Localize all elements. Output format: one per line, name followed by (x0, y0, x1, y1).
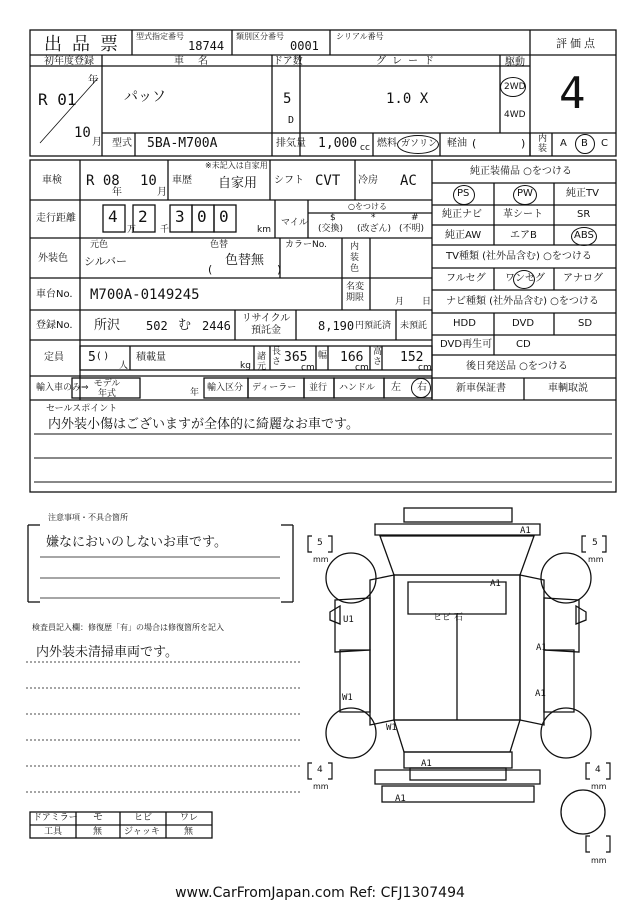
footer-ref: www.CarFromJapan.com Ref: CFJ1307494 (175, 885, 465, 901)
dims-label: 諸元 (257, 352, 267, 372)
title-expiry-day: 日 (422, 297, 432, 307)
fuel-label: 燃料 (377, 138, 397, 149)
drive-2wd: 2WD (504, 82, 526, 92)
recycle-not: 未預託 (400, 321, 428, 331)
tread-rl: 4 (317, 765, 323, 775)
tools-value: 無 (93, 827, 103, 837)
damage-mark: A1 (535, 689, 546, 699)
orig-color-label: 元色 (90, 240, 109, 250)
shift-value: CVT (315, 173, 341, 189)
interior-c: C (601, 138, 608, 149)
damage-mark: ヒビ 石 (433, 613, 463, 623)
displacement-unit: cc (360, 143, 370, 153)
equip-sr: SR (577, 209, 591, 220)
grade-value: 1.0 X (386, 91, 429, 107)
shaken-label: 車検 (42, 175, 62, 186)
length-unit: cm (301, 363, 315, 373)
tread-rl-unit: mm (313, 782, 329, 791)
class-code-label: 類別区分番号 (236, 32, 284, 41)
tv-fullseg: フルセグ (446, 273, 486, 284)
odo-exchange: (交換) (318, 224, 344, 234)
form-title: 出品票 (44, 34, 128, 55)
handle-right-circle (411, 378, 431, 398)
rating-label: 評価点 (556, 37, 598, 50)
height-value: 152 (400, 350, 424, 365)
jack-value: 無 (184, 827, 194, 837)
person-unit: 人 (119, 361, 129, 371)
equip-abs: ABS (574, 230, 594, 241)
interior-b: B (581, 138, 588, 149)
mileage-digit-4: 0 (197, 207, 207, 226)
width-label: 幅 (318, 351, 328, 361)
odo-unknown: (不明) (399, 224, 425, 234)
odo-circle-note: ○をつける (348, 202, 387, 211)
odo-dollar: $ (330, 213, 336, 223)
tread-fl-unit: mm (313, 555, 329, 564)
mileage-sen-unit: 千 (160, 225, 170, 235)
doors-label: ドア数 (273, 56, 303, 67)
tv-analog: アナログ (563, 273, 603, 284)
first-reg-month-unit: 月 (92, 137, 102, 148)
import-dealer: ディーラー (252, 383, 297, 393)
fuel-gasoline: ガソリン (401, 139, 438, 149)
handle-right: 右 (417, 382, 427, 393)
shaken-month-unit: 月 (157, 187, 167, 198)
width-value: 166 (340, 350, 364, 365)
tread-rr-unit: mm (591, 782, 607, 791)
equip-tv: 純正TV (566, 188, 599, 199)
shaken-year-unit: 年 (112, 187, 122, 198)
mirror-value: モ (93, 812, 103, 823)
mileage-man-unit: 万 (127, 225, 137, 235)
jack-label: ジャッキ (124, 827, 160, 837)
after-manual: 車輌取説 (548, 383, 588, 394)
color-label: 外装色 (38, 253, 68, 264)
width-unit: cm (355, 363, 369, 373)
mileage-digit-3: 3 (175, 207, 185, 226)
chassis-value: M700A-0149245 (90, 287, 200, 303)
type-label: 型式 (112, 138, 132, 149)
damage-mark: A1 (520, 526, 531, 536)
doors-suffix: D (288, 115, 295, 126)
plate-number: 2446 (202, 319, 231, 333)
orig-color: シルバー (84, 255, 127, 268)
tread-fr-unit: mm (588, 555, 604, 564)
color-no-label: カラーNo. (285, 240, 327, 250)
tread-fr: 5 (592, 538, 598, 548)
ac-label: 冷房 (358, 175, 378, 186)
import-parallel: 並行 (309, 383, 328, 393)
repaint-label: 色替 (210, 240, 229, 250)
damage-mark: A1 (421, 759, 432, 769)
car-name: パッソ (124, 89, 166, 105)
recycle-amount: 8,190 (318, 319, 355, 333)
import-type-label: 輸入区分 (207, 383, 244, 393)
doors-value: 5 (283, 91, 292, 107)
equip-leather: 革シート (503, 209, 543, 220)
break-label: ワレ (180, 813, 199, 823)
equip-aw: 純正AW (445, 230, 482, 241)
fuel-paren-open: ( (472, 137, 477, 150)
after-title: 後日発送品 ○をつける (466, 361, 568, 372)
equip-pw-circle (513, 185, 537, 205)
tools-label: 工具 (44, 827, 63, 837)
length-label: 長さ (272, 347, 282, 367)
equip-ps: PS (457, 188, 470, 199)
tv-oneseg: ワンセグ (505, 273, 545, 284)
equip-ps-circle (453, 185, 475, 205)
navi-title: ナビ種類 (社外品含む) ○をつける (446, 296, 599, 307)
first-reg-year: R 01 (38, 90, 77, 109)
equip-airbag: エアB (510, 230, 537, 241)
title-expiry-label: 名変期限 (346, 282, 365, 303)
drive-4wd: 4WD (504, 110, 526, 120)
inspector-text: 内外装未清掃車両です。 (36, 645, 178, 660)
sales-point-text: 内外装小傷はございますが全体的に綺麗なお車です。 (48, 417, 359, 432)
fuel-gasoline-circle (397, 135, 439, 154)
history-note: ※未記入は自家用 (205, 161, 268, 170)
recycle-status: 円預託済 (355, 321, 392, 331)
mirror-label: ドアミラー (33, 813, 78, 823)
dvd-playback-label: DVD再生可 (440, 339, 493, 350)
shift-label: シフト (274, 175, 304, 186)
damage-mark: U1 (343, 615, 354, 625)
tv-oneseg-circle (513, 270, 535, 289)
plate-label: 登録No. (36, 320, 73, 331)
sales-point-label: セールスポイント (46, 404, 118, 414)
rating-value: 4 (559, 68, 586, 119)
ac-value: AC (400, 173, 417, 189)
interior-a: A (560, 138, 567, 149)
damage-mark: W1 (386, 723, 397, 733)
type-value: 5BA-M700A (147, 136, 218, 151)
car-name-label: 車名 (174, 56, 222, 67)
capacity-paren: ( ) (97, 351, 108, 362)
damage-mark: A1 (395, 794, 406, 804)
interior-color-label: 内装色 (350, 242, 360, 274)
tv-title: TV種類 (社外品含む) ○をつける (446, 251, 592, 262)
tread-spare-unit: mm (591, 856, 607, 865)
notes-label: 注意事項・不具合箇所 (48, 513, 128, 522)
mileage-digit-1: 4 (108, 207, 118, 226)
serial-label: シリアル番号 (336, 32, 384, 41)
handle-left: 左 (391, 382, 401, 393)
tread-rr: 4 (595, 765, 601, 775)
import-only-label: 輸入車のみ⇒ (36, 383, 89, 393)
height-unit: cm (418, 363, 432, 373)
recycle-label: リサイクル預託金 (241, 313, 291, 336)
displacement-label: 排気量 (276, 138, 306, 149)
navi-hdd: HDD (453, 318, 476, 329)
kg-unit: kg (240, 361, 251, 371)
mileage-km-unit: km (257, 225, 271, 235)
length-value: 365 (284, 350, 308, 365)
equip-pw: PW (517, 188, 533, 199)
history-value: 自家用 (218, 176, 258, 191)
first-reg-label: 初年度登録 (44, 56, 94, 67)
shaken-year: R 08 (86, 173, 120, 189)
plate-class: 502 (146, 319, 168, 333)
navi-sd: SD (578, 318, 593, 329)
handle-label: ハンドル (339, 383, 376, 393)
model-year-label: モデル年式 (93, 379, 121, 399)
model-code-label: 型式指定番号 (136, 32, 184, 41)
repaint-paren-open: ( (208, 263, 213, 276)
mileage-label: 走行距離 (36, 213, 76, 224)
interior-label: 内装 (538, 134, 548, 154)
fuel-paren-close: ) (521, 137, 526, 150)
equipment-title: 純正装備品 ○をつける (470, 166, 572, 177)
repaint-value: 色替無 (225, 253, 265, 268)
class-code: 0001 (290, 39, 319, 53)
odo-altered: (改ざん) (357, 224, 392, 234)
odo-hash: # (411, 213, 419, 223)
drive-label: 駆動 (505, 57, 525, 68)
equip-navi: 純正ナビ (442, 209, 482, 220)
mile-label: マイル (281, 218, 308, 228)
fuel-diesel: 軽油 (447, 138, 467, 149)
height-label: 高さ (373, 347, 383, 367)
first-reg-year-unit: 年 (88, 75, 98, 86)
damage-mark: A1 (490, 579, 501, 589)
damage-mark: W1 (342, 693, 353, 703)
capacity-label: 定員 (44, 352, 64, 363)
mileage-digit-5: 0 (219, 207, 229, 226)
mileage-digit-2: 2 (138, 207, 148, 226)
navi-dvd: DVD (512, 318, 535, 329)
odo-star: * (371, 213, 376, 223)
inspector-label: 検査員記入欄：修復歴「有」の場合は修復箇所を記入 (32, 623, 224, 632)
drive-2wd-circle (500, 77, 526, 97)
history-label: 車歴 (172, 175, 192, 186)
crack-label: ヒビ (134, 813, 153, 823)
shaken-month: 10 (140, 173, 157, 189)
damage-mark: A1 (536, 643, 547, 653)
after-warranty: 新車保証書 (456, 383, 506, 394)
repaint-paren-close: ) (277, 263, 282, 276)
grade-label: グレード (376, 56, 440, 67)
notes-text: 嫌なにおいのしないお車です。 (46, 535, 227, 550)
tread-fl: 5 (317, 538, 323, 548)
title-expiry-month: 月 (395, 297, 405, 307)
plate-area: 所沢 (94, 318, 121, 333)
model-year-unit: 年 (190, 388, 200, 398)
first-reg-month: 10 (74, 125, 91, 141)
model-code: 18744 (188, 39, 225, 53)
equip-abs-circle (571, 227, 597, 246)
plate-kana: む (178, 318, 192, 333)
chassis-label: 車台No. (36, 289, 73, 300)
displacement-value: 1,000 (318, 136, 358, 151)
capacity-value: 5 (88, 350, 96, 365)
interior-b-circle (575, 134, 595, 154)
load-label: 積載量 (136, 352, 166, 363)
cd-label: CD (516, 339, 531, 350)
